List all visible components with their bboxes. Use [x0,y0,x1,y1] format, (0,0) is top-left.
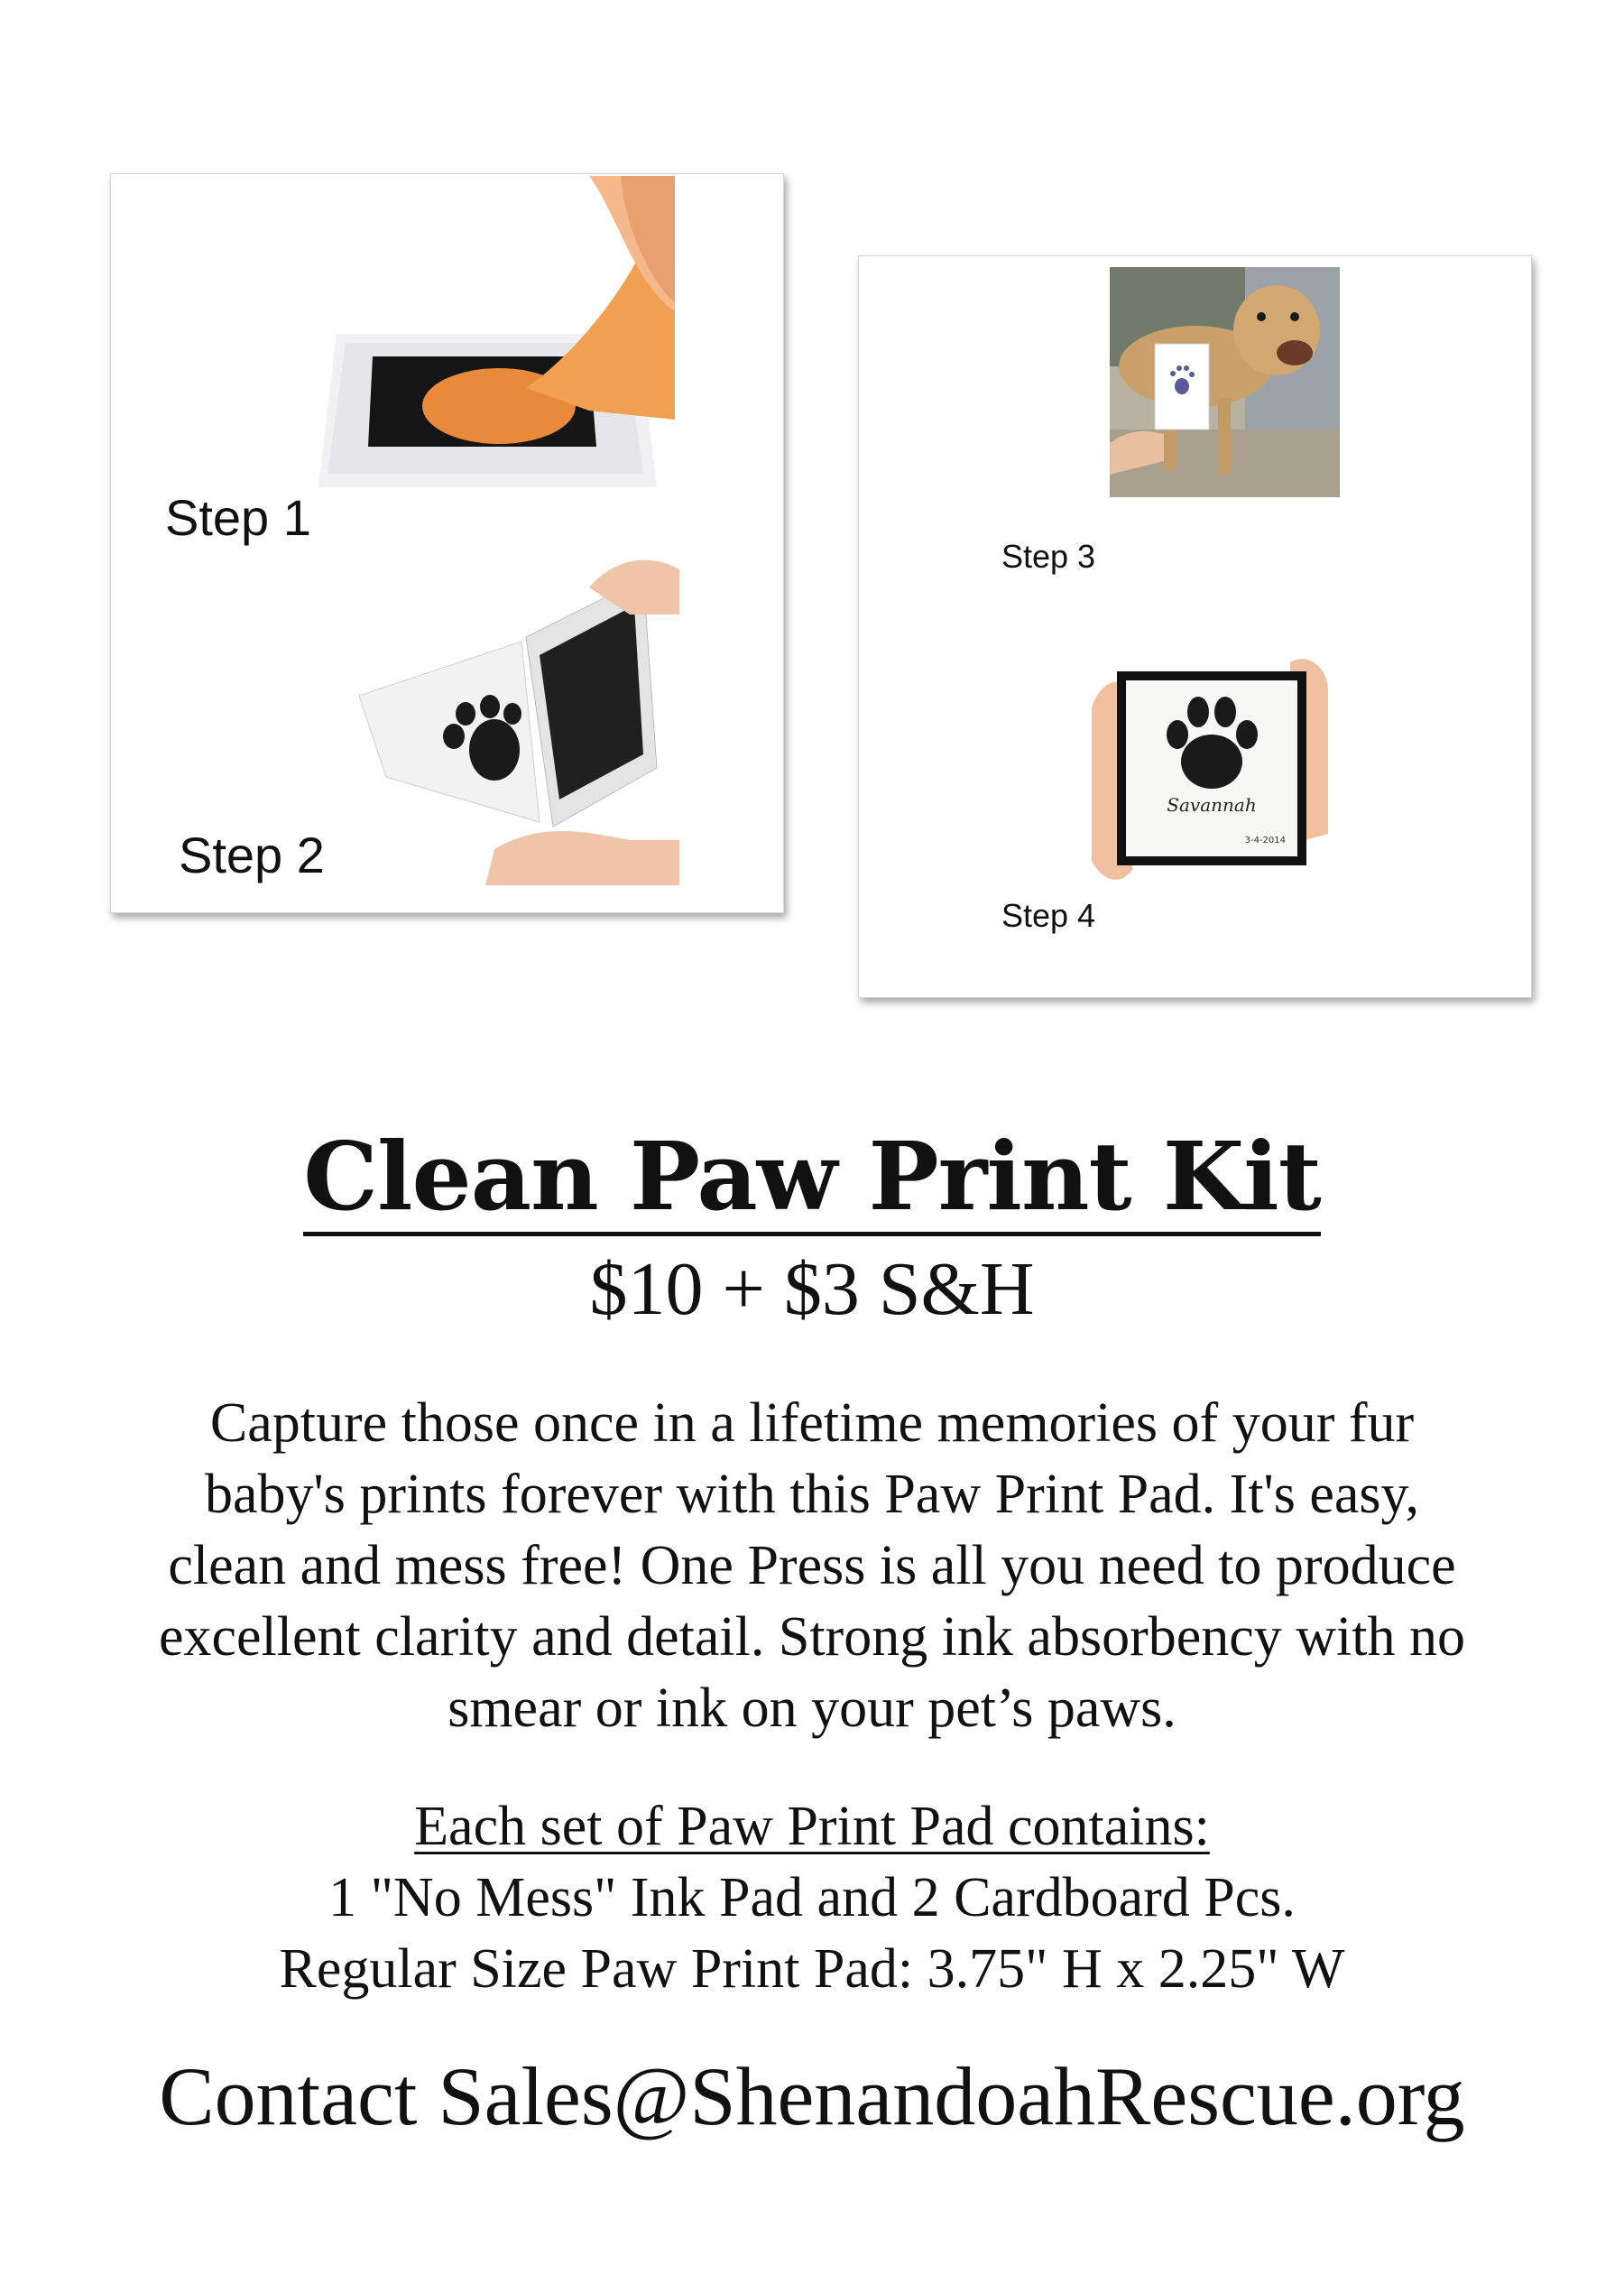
description-line: baby's prints forever with this Paw Print Pad. It's easy, [205,1464,1419,1525]
description-line: excellent clarity and detail. Strong ink absorbency with no [159,1606,1465,1668]
product-title: Clean Paw Print Kit [0,1121,1624,1232]
step4-label: Step 4 [1001,897,1096,934]
contents-item: Regular Size Paw Print Pad: 3.75" H x 2.25" W [279,1938,1345,2000]
step3-photo [1110,267,1340,497]
steps-3-4-card [858,255,1532,998]
product-description [108,1388,1516,1744]
step2-label: Step 2 [179,827,325,883]
description-line: smear or ink on your pet’s paws. [448,1678,1176,1739]
step1-label: Step 1 [165,489,311,546]
frame-date: 3-4-2014 [1244,836,1286,846]
step4-photo [1092,653,1331,888]
step1-photo [318,176,675,487]
kit-contents [0,1791,1624,2005]
description-line: Capture those once in a lifetime memories of your fur [209,1392,1415,1454]
contents-heading: Each set of Paw Print Pad contains: [414,1796,1210,1857]
product-price: $10 + $3 S&H [589,1247,1035,1331]
contact-line: Contact Sales@ShenandoahRescue.org [159,2050,1465,2142]
step3-label: Step 3 [1001,538,1096,575]
frame-pet-name: Savannah [1167,794,1257,816]
steps-1-2-card [110,173,784,913]
step2-photo [359,551,679,885]
contents-item: 1 "No Mess" Ink Pad and 2 Cardboard Pcs. [328,1867,1296,1928]
description-line: clean and mess free! One Press is all you need to produce [168,1535,1456,1596]
